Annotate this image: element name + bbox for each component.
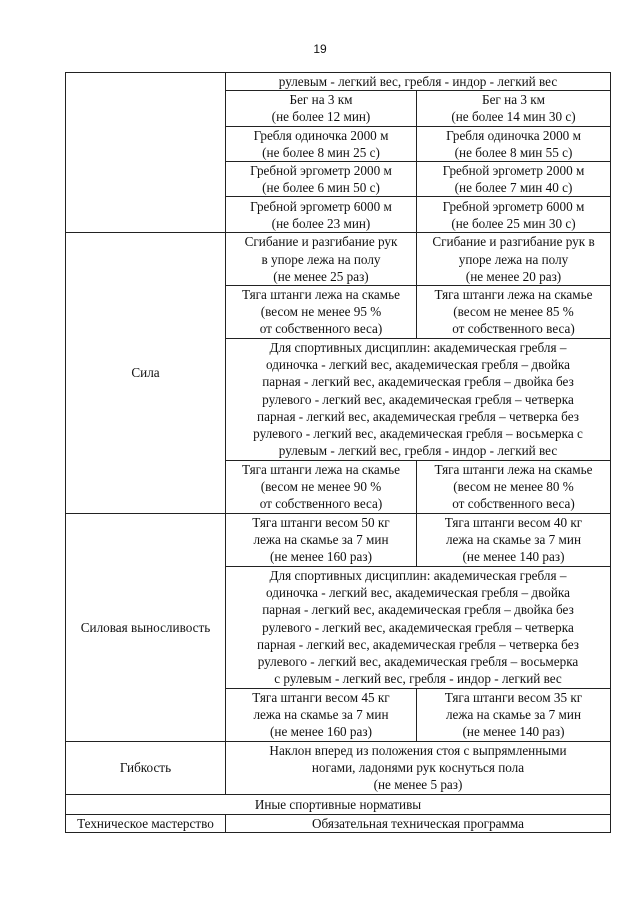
- table-cell: Тяга штанги лежа на скамье (весом не менее 80 % от собственного веса): [417, 460, 611, 513]
- table-cell: Тяга штанги весом 35 кг лежа на скамье за 7 мин (не менее 140 раз): [417, 688, 611, 741]
- table-cell: Сгибание и разгибание рук в упоре лежа на полу (не менее 20 раз): [417, 233, 611, 286]
- category-label-vynoslivost: Силовая выносливость: [66, 513, 226, 741]
- table-row-continuation: рулевым - легкий вес, гребля - индор - легкий вес: [226, 73, 611, 91]
- table-cell: Обязательная техническая программа: [226, 814, 611, 832]
- empty-label-cell: [66, 73, 226, 233]
- norms-table: [65, 72, 611, 833]
- section-heading: Иные спортивные нормативы: [66, 794, 611, 814]
- table-cell: Гребной эргометр 2000 м (не более 6 мин 50 с): [226, 162, 417, 197]
- table-cell: Тяга штанги весом 40 кг лежа на скамье за 7 мин (не менее 140 раз): [417, 513, 611, 566]
- category-label-sila: Сила: [66, 233, 226, 513]
- table-cell: Гребля одиночка 2000 м (не более 8 мин 25 с): [226, 126, 417, 161]
- table-cell: Бег на 3 км (не более 14 мин 30 с): [417, 91, 611, 126]
- table-cell: Гребля одиночка 2000 м (не более 8 мин 55 с): [417, 126, 611, 161]
- disciplines-note: Для спортивных дисциплин: академическая гребля – одиночка - легкий вес, академическая гребля – двойка парная - легкий вес, академическая гребля – двойка без рулевого - легкий вес, академическая гребля – четверка парная - легкий вес, академическая гребля – четверка без рулевого - легкий вес, академическая гребля – восьмерка с рулевым - легкий вес, гребля - индор - легкий вес: [226, 338, 611, 460]
- table-cell: Тяга штанги весом 50 кг лежа на скамье за 7 мин (не менее 160 раз): [226, 513, 417, 566]
- table-cell: Тяга штанги весом 45 кг лежа на скамье за 7 мин (не менее 160 раз): [226, 688, 417, 741]
- category-label-tech: Техническое мастерство: [66, 814, 226, 832]
- disciplines-note: Для спортивных дисциплин: академическая гребля – одиночка - легкий вес, академическая гребля – двойка парная - легкий вес, академическая гребля – двойка без рулевого - легкий вес, академическая гребля – четверка парная - легкий вес, академическая гребля – четверка без рулевого - легкий вес, академическая гребля – восьмерка с рулевым - легкий вес, гребля - индор - легкий вес: [226, 566, 611, 688]
- table-cell: Тяга штанги лежа на скамье (весом не менее 85 % от собственного веса): [417, 286, 611, 339]
- page-number: 19: [313, 42, 327, 56]
- table-cell: Наклон вперед из положения стоя с выпрямленными ногами, ладонями рук коснуться пола (не менее 5 раз): [226, 741, 611, 794]
- table-cell: Тяга штанги лежа на скамье (весом не менее 95 % от собственного веса): [226, 286, 417, 339]
- table-cell: Гребной эргометр 2000 м (не более 7 мин 40 с): [417, 162, 611, 197]
- table-cell: Гребной эргометр 6000 м (не более 23 мин): [226, 197, 417, 233]
- table-cell: Гребной эргометр 6000 м (не более 25 мин 30 с): [417, 197, 611, 233]
- table-cell: Сгибание и разгибание рук в упоре лежа на полу (не менее 25 раз): [226, 233, 417, 286]
- table-cell: Тяга штанги лежа на скамье (весом не менее 90 % от собственного веса): [226, 460, 417, 513]
- table-cell: Бег на 3 км (не более 12 мин): [226, 91, 417, 126]
- category-label-gibkost: Гибкость: [66, 741, 226, 794]
